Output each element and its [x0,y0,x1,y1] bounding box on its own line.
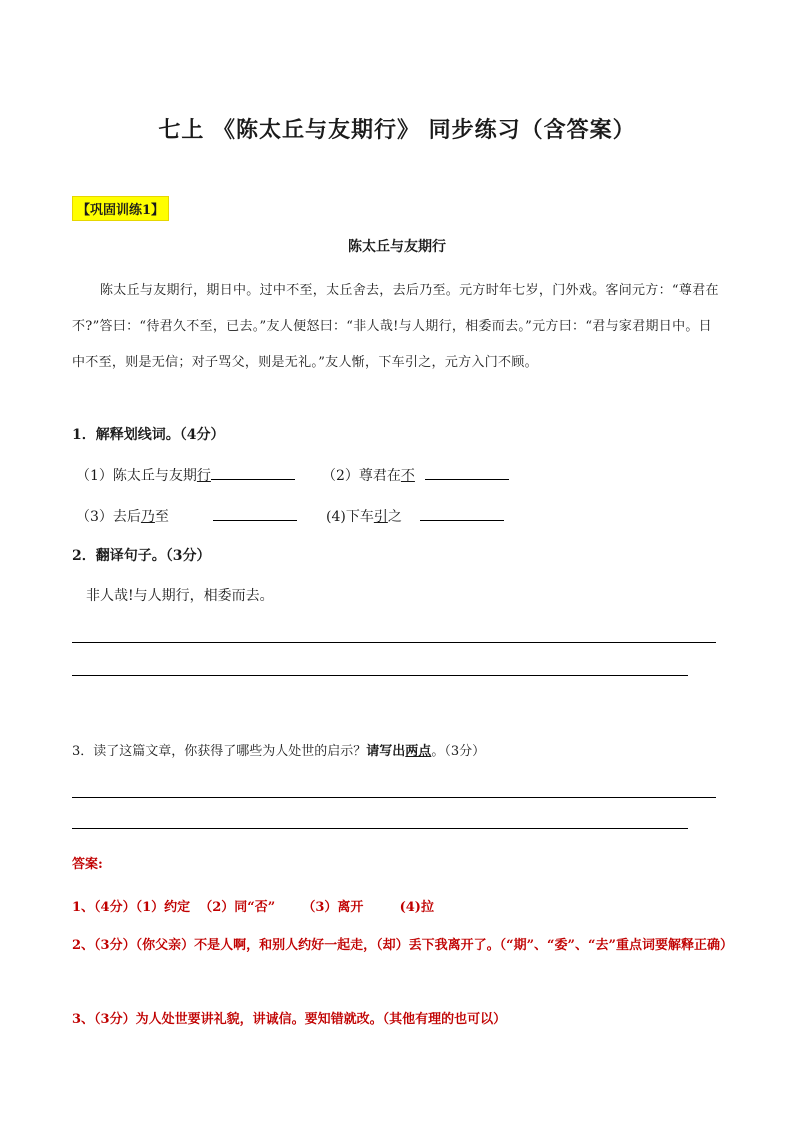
q1-item-1 [76,465,295,485]
q3-answer-line-2[interactable] [72,828,688,829]
q3-bold-underlined: 两点 [405,744,432,759]
question-2-label: 2．翻译句子。（3分） [72,548,211,564]
q3-suffix: 。（3分） [431,744,486,759]
answer-1: 1、（4分）（1）约定 （2）同“否” （3）离开 (4)拉 [72,900,434,915]
q3-answer-line-1[interactable] [72,797,716,798]
answers-heading: 答案: [72,857,103,872]
question-1-label: 1．解释划线词。（4分） [72,427,225,443]
q1-item-2-word: 不 [400,468,415,484]
q2-answer-line-2[interactable] [72,675,688,676]
q1-item-1-blank[interactable] [211,465,295,480]
q3-bold-prefix: 请写出 [366,744,406,759]
answer-3: 3、（3分）为人处世要讲礼貌，讲诚信。要知错就改。（其他有理的也可以） [72,1012,507,1027]
q1-item-4-word: 引 [373,509,388,525]
q1-item-1-word: 行 [196,468,211,484]
q1-item-2-blank[interactable] [425,465,509,480]
q1-item-3-prefix: （3）去后 [76,509,141,525]
q1-item-2-prefix: （2）尊君在 [322,468,401,484]
q1-item-3-suffix: 至 [154,509,169,525]
q1-item-2 [322,465,509,485]
q1-item-4-blank[interactable] [420,506,504,521]
q3-prefix: 3．读了这篇文章，你获得了哪些为人处世的启示？ [72,744,367,759]
q2-sentence: 非人哉!与人期行，相委而去。 [86,588,274,604]
q1-item-3-blank[interactable] [213,506,297,521]
q1-item-3-word: 乃 [140,509,155,525]
q1-item-4 [326,506,504,526]
page-title: 七上 《陈太丘与友期行》 同步练习（含答案） [158,117,636,143]
q1-item-3 [76,506,297,526]
passage-title: 陈太丘与友期行 [348,239,446,255]
answer-2: 2、（3分）（你父亲）不是人啊，和别人约好一起走，（却）丢下我离开了。（“期”、“委”、“去”重点词要解释正确） [72,938,733,953]
question-3-label [72,740,485,759]
passage-text: 陈太丘与友期行，期日中。过中不至，太丘舍去，去后乃至。元方时年七岁，门外戏。客问元方：“尊君在不?”答曰：“待君久不至，已去。”友人便怒曰：“非人哉!与人期行，相委而去。”元方曰：“君与家君期日中。日中不至，则是无信；对子骂父，则是无礼。”友人惭，下车引之，元方入门不顾。 [72,283,719,370]
section-tag: 【巩固训练1】 [72,196,169,221]
q1-item-4-suffix: 之 [387,509,402,525]
q1-item-1-prefix: （1）陈太丘与友期 [76,468,197,484]
q2-answer-line-1[interactable] [72,642,716,643]
q1-item-4-prefix: (4)下车 [326,509,374,525]
